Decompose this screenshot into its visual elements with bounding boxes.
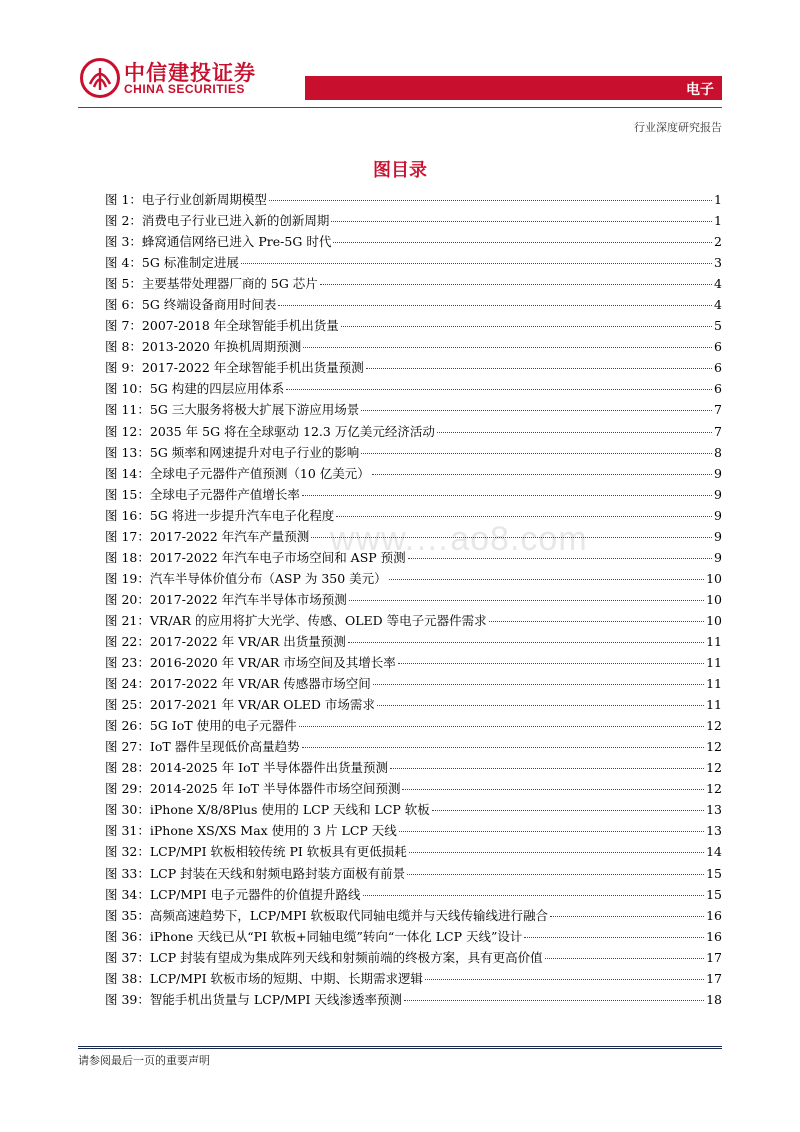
toc-dot-leader bbox=[372, 474, 712, 475]
toc-entry[interactable] bbox=[105, 336, 722, 357]
toc-entry-page[interactable]: 10 bbox=[706, 570, 722, 586]
toc-dot-leader bbox=[241, 263, 712, 264]
toc-entry-label[interactable]: 图 7：2007-2018 年全球智能手机出货量 bbox=[105, 318, 339, 334]
toc-entry-label[interactable]: 图 6：5G 终端设备商用时间表 bbox=[105, 297, 277, 313]
toc-entry[interactable] bbox=[105, 294, 722, 315]
toc-entry-page[interactable]: 4 bbox=[714, 297, 722, 313]
toc-entry-label[interactable]: 图 19：汽车半导体价值分布（ASP 为 350 美元） bbox=[105, 570, 387, 586]
toc-dot-leader bbox=[302, 747, 704, 748]
toc-entry-label[interactable]: 图 36：iPhone 天线已从“PI 软板+同轴电缆”转向“一体化 LCP 天线”设计 bbox=[105, 928, 523, 944]
figure-list bbox=[105, 189, 722, 1010]
toc-dot-leader bbox=[361, 410, 712, 411]
toc-entry-label[interactable]: 图 16：5G 将进一步提升汽车电子化程度 bbox=[105, 507, 335, 523]
toc-entry-page[interactable]: 13 bbox=[706, 823, 722, 839]
toc-entry[interactable] bbox=[105, 884, 722, 905]
footer-divider-secondary bbox=[78, 1048, 722, 1049]
toc-dot-leader bbox=[331, 221, 712, 222]
toc-entry-label[interactable]: 图 13：5G 频率和网速提升对电子行业的影响 bbox=[105, 444, 360, 460]
toc-entry-label[interactable]: 图 3：蜂窝通信网络已进入 Pre-5G 时代 bbox=[105, 234, 332, 250]
toc-entry-label[interactable]: 图 27：IoT 器件呈现低价高量趋势 bbox=[105, 739, 300, 755]
toc-entry-page[interactable]: 4 bbox=[714, 276, 722, 292]
toc-entry-label[interactable]: 图 8：2013-2020 年换机周期预测 bbox=[105, 339, 302, 355]
brand-name-en: CHINA SECURITIES bbox=[124, 82, 245, 96]
report-type: 行业深度研究报告 bbox=[634, 121, 722, 134]
toc-entry-label[interactable]: 图 20：2017-2022 年汽车半导体市场预测 bbox=[105, 591, 347, 607]
toc-entry[interactable] bbox=[105, 610, 722, 631]
page-title: 图目录 bbox=[373, 160, 427, 181]
toc-entry[interactable] bbox=[105, 778, 722, 799]
toc-entry[interactable] bbox=[105, 841, 722, 862]
toc-dot-leader bbox=[349, 600, 704, 601]
toc-entry-page[interactable]: 6 bbox=[714, 339, 722, 355]
toc-dot-leader bbox=[341, 326, 712, 327]
toc-entry[interactable] bbox=[105, 799, 722, 820]
toc-entry[interactable] bbox=[105, 231, 722, 252]
toc-entry[interactable] bbox=[105, 736, 722, 757]
toc-entry-page[interactable]: 9 bbox=[714, 549, 722, 565]
toc-dot-leader bbox=[524, 937, 704, 938]
toc-entry[interactable] bbox=[105, 463, 722, 484]
toc-dot-leader bbox=[361, 453, 712, 454]
toc-entry-label[interactable]: 图 34：LCP/MPI 电子元器件的价值提升路线 bbox=[105, 886, 361, 902]
toc-entry[interactable] bbox=[105, 421, 722, 442]
toc-dot-leader bbox=[299, 726, 705, 727]
footer-disclaimer: 请参阅最后一页的重要声明 bbox=[78, 1054, 210, 1067]
toc-dot-leader bbox=[311, 537, 712, 538]
toc-entry-page[interactable]: 10 bbox=[706, 591, 722, 607]
header-section-bar bbox=[305, 76, 722, 100]
toc-dot-leader bbox=[404, 1000, 704, 1001]
toc-entry[interactable] bbox=[105, 631, 722, 652]
toc-entry-page[interactable]: 12 bbox=[706, 781, 722, 797]
company-logo-icon bbox=[80, 58, 120, 98]
toc-entry-page[interactable]: 17 bbox=[706, 949, 722, 965]
toc-entry-page[interactable]: 12 bbox=[706, 718, 722, 734]
toc-entry-label[interactable]: 图 14：全球电子元器件产值预测（10 亿美元） bbox=[105, 465, 370, 481]
toc-entry-label[interactable]: 图 18：2017-2022 年汽车电子市场空间和 ASP 预测 bbox=[105, 549, 406, 565]
toc-entry-label[interactable]: 图 37：LCP 封装有望成为集成阵列天线和射频前端的终极方案，具有更高价值 bbox=[105, 949, 543, 965]
toc-dot-leader bbox=[390, 768, 704, 769]
toc-entry-label[interactable]: 图 33：LCP 封装在天线和射频电路封装方面极有前景 bbox=[105, 865, 406, 881]
toc-dot-leader bbox=[389, 579, 704, 580]
toc-dot-leader bbox=[398, 663, 704, 664]
toc-dot-leader bbox=[425, 979, 704, 980]
toc-dot-leader bbox=[366, 368, 712, 369]
toc-entry-label[interactable]: 图 29：2014-2025 年 IoT 半导体器件市场空间预测 bbox=[105, 781, 401, 797]
toc-entry-page[interactable]: 11 bbox=[706, 633, 722, 649]
toc-entry-label[interactable]: 图 17：2017-2022 年汽车产量预测 bbox=[105, 528, 310, 544]
toc-entry-page[interactable]: 9 bbox=[714, 486, 722, 502]
toc-entry[interactable] bbox=[105, 252, 722, 273]
toc-dot-leader bbox=[432, 810, 704, 811]
toc-entry-page[interactable]: 12 bbox=[706, 760, 722, 776]
toc-entry[interactable] bbox=[105, 315, 722, 336]
toc-dot-leader bbox=[489, 621, 704, 622]
toc-entry-page[interactable]: 11 bbox=[706, 655, 722, 671]
toc-entry[interactable] bbox=[105, 547, 722, 568]
toc-entry-label[interactable]: 图 39：智能手机出货量与 LCP/MPI 天线渗透率预测 bbox=[105, 991, 402, 1007]
toc-entry[interactable] bbox=[105, 863, 722, 884]
toc-entry-label[interactable]: 图 28：2014-2025 年 IoT 半导体器件出货量预测 bbox=[105, 760, 388, 776]
toc-entry-label[interactable]: 图 30：iPhone X/8/8Plus 使用的 LCP 天线和 LCP 软板 bbox=[105, 802, 430, 818]
toc-entry-page[interactable]: 5 bbox=[714, 318, 722, 334]
toc-entry[interactable] bbox=[105, 399, 722, 420]
toc-dot-leader bbox=[302, 495, 712, 496]
toc-entry[interactable] bbox=[105, 652, 722, 673]
toc-entry[interactable] bbox=[105, 210, 722, 231]
toc-entry[interactable] bbox=[105, 273, 722, 294]
toc-entry[interactable] bbox=[105, 968, 722, 989]
toc-entry[interactable] bbox=[105, 926, 722, 947]
toc-dot-leader bbox=[402, 789, 704, 790]
toc-entry-page[interactable]: 9 bbox=[714, 465, 722, 481]
toc-entry-page[interactable]: 15 bbox=[706, 865, 722, 881]
toc-entry[interactable] bbox=[105, 442, 722, 463]
toc-entry-page[interactable]: 17 bbox=[706, 970, 722, 986]
toc-entry-label[interactable]: 图 26：5G IoT 使用的电子元器件 bbox=[105, 718, 297, 734]
toc-entry-label[interactable]: 图 23：2016-2020 年 VR/AR 市场空间及其增长率 bbox=[105, 655, 396, 671]
toc-entry[interactable] bbox=[105, 694, 722, 715]
toc-entry-label[interactable]: 图 38：LCP/MPI 软板市场的短期、中期、长期需求逻辑 bbox=[105, 970, 423, 986]
toc-dot-leader bbox=[408, 558, 712, 559]
toc-entry-label[interactable]: 图 21：VR/AR 的应用将扩大光学、传感、OLED 等电子元器件需求 bbox=[105, 612, 487, 628]
toc-entry-page[interactable]: 16 bbox=[706, 907, 722, 923]
toc-entry-page[interactable]: 7 bbox=[714, 402, 722, 418]
toc-entry[interactable] bbox=[105, 378, 722, 399]
toc-entry-label[interactable]: 图 5：主要基带处理器厂商的 5G 芯片 bbox=[105, 276, 318, 292]
toc-entry-label[interactable]: 图 22：2017-2022 年 VR/AR 出货量预测 bbox=[105, 633, 346, 649]
toc-dot-leader bbox=[269, 200, 712, 201]
toc-dot-leader bbox=[348, 642, 704, 643]
section-tab-label: 电子 bbox=[686, 82, 714, 98]
toc-entry-label[interactable]: 图 25：2017-2021 年 VR/AR OLED 市场需求 bbox=[105, 697, 375, 713]
toc-entry[interactable] bbox=[105, 589, 722, 610]
toc-dot-leader bbox=[373, 684, 704, 685]
toc-entry-label[interactable]: 图 2：消费电子行业已进入新的创新周期 bbox=[105, 213, 330, 229]
toc-entry-page[interactable]: 10 bbox=[706, 612, 722, 628]
toc-dot-leader bbox=[399, 831, 704, 832]
toc-dot-leader bbox=[303, 347, 712, 348]
toc-entry-page[interactable]: 12 bbox=[706, 739, 722, 755]
toc-entry-page[interactable]: 15 bbox=[706, 886, 722, 902]
toc-entry-page[interactable]: 16 bbox=[706, 928, 722, 944]
toc-entry[interactable] bbox=[105, 989, 722, 1010]
toc-entry-label[interactable]: 图 4：5G 标准制定进展 bbox=[105, 255, 239, 271]
toc-dot-leader bbox=[550, 916, 704, 917]
toc-dot-leader bbox=[377, 705, 704, 706]
watermark: www.…ao8.com bbox=[330, 520, 588, 558]
toc-entry-page[interactable]: 8 bbox=[714, 444, 722, 460]
toc-entry[interactable] bbox=[105, 505, 722, 526]
toc-entry-page[interactable]: 1 bbox=[714, 192, 722, 207]
toc-entry[interactable] bbox=[105, 673, 722, 694]
toc-entry-page[interactable]: 7 bbox=[714, 423, 722, 439]
toc-entry-label[interactable]: 图 15：全球电子元器件产值增长率 bbox=[105, 486, 300, 502]
toc-dot-leader bbox=[286, 389, 712, 390]
toc-dot-leader bbox=[437, 432, 712, 433]
toc-entry[interactable] bbox=[105, 568, 722, 589]
toc-entry-page[interactable]: 11 bbox=[706, 697, 722, 713]
toc-dot-leader bbox=[320, 284, 712, 285]
toc-entry[interactable] bbox=[105, 947, 722, 968]
toc-entry[interactable] bbox=[105, 357, 722, 378]
toc-entry-page[interactable]: 18 bbox=[706, 991, 722, 1007]
toc-entry[interactable] bbox=[105, 820, 722, 841]
brand-name-cn: 中信建投证券 bbox=[124, 61, 256, 85]
toc-entry-page[interactable]: 1 bbox=[714, 213, 722, 229]
toc-dot-leader bbox=[336, 516, 712, 517]
toc-dot-leader bbox=[545, 958, 704, 959]
toc-dot-leader bbox=[407, 874, 704, 875]
toc-entry-label[interactable]: 图 10：5G 构建的四层应用体系 bbox=[105, 381, 285, 397]
toc-entry-label[interactable]: 图 32：LCP/MPI 软板相较传统 PI 软板具有更低损耗 bbox=[105, 844, 407, 860]
toc-entry[interactable] bbox=[105, 189, 722, 210]
toc-entry[interactable] bbox=[105, 905, 722, 926]
toc-entry-label[interactable]: 图 12：2035 年 5G 将在全球驱动 12.3 万亿美元经济活动 bbox=[105, 423, 435, 439]
toc-entry-label[interactable]: 图 11：5G 三大服务将极大扩展下游应用场景 bbox=[105, 402, 360, 418]
toc-entry-page[interactable]: 9 bbox=[714, 507, 722, 523]
toc-dot-leader bbox=[409, 852, 704, 853]
footer-divider bbox=[78, 1046, 722, 1047]
toc-entry[interactable] bbox=[105, 715, 722, 736]
toc-entry[interactable] bbox=[105, 484, 722, 505]
toc-entry-label[interactable]: 图 35：高频高速趋势下，LCP/MPI 软板取代同轴电缆并与天线传输线进行融合 bbox=[105, 907, 548, 923]
toc-dot-leader bbox=[278, 305, 712, 306]
toc-entry[interactable] bbox=[105, 526, 722, 547]
toc-dot-leader bbox=[333, 242, 712, 243]
toc-entry-page[interactable]: 13 bbox=[706, 802, 722, 818]
toc-entry-page[interactable]: 6 bbox=[714, 360, 722, 376]
toc-entry-label[interactable]: 图 9：2017-2022 年全球智能手机出货量预测 bbox=[105, 360, 364, 376]
toc-entry-label[interactable]: 图 31：iPhone XS/XS Max 使用的 3 片 LCP 天线 bbox=[105, 823, 397, 839]
toc-entry-page[interactable]: 2 bbox=[714, 234, 722, 250]
toc-entry-page[interactable]: 6 bbox=[714, 381, 722, 397]
toc-entry-page[interactable]: 9 bbox=[714, 528, 722, 544]
toc-entry-page[interactable]: 11 bbox=[706, 676, 722, 692]
toc-entry-page[interactable]: 3 bbox=[714, 255, 722, 271]
toc-dot-leader bbox=[363, 895, 705, 896]
toc-entry[interactable] bbox=[105, 757, 722, 778]
toc-entry-label[interactable]: 图 1：电子行业创新周期模型 bbox=[105, 192, 267, 207]
toc-entry-page[interactable]: 14 bbox=[706, 844, 722, 860]
toc-entry-label[interactable]: 图 24：2017-2022 年 VR/AR 传感器市场空间 bbox=[105, 676, 371, 692]
header-divider bbox=[78, 107, 722, 108]
